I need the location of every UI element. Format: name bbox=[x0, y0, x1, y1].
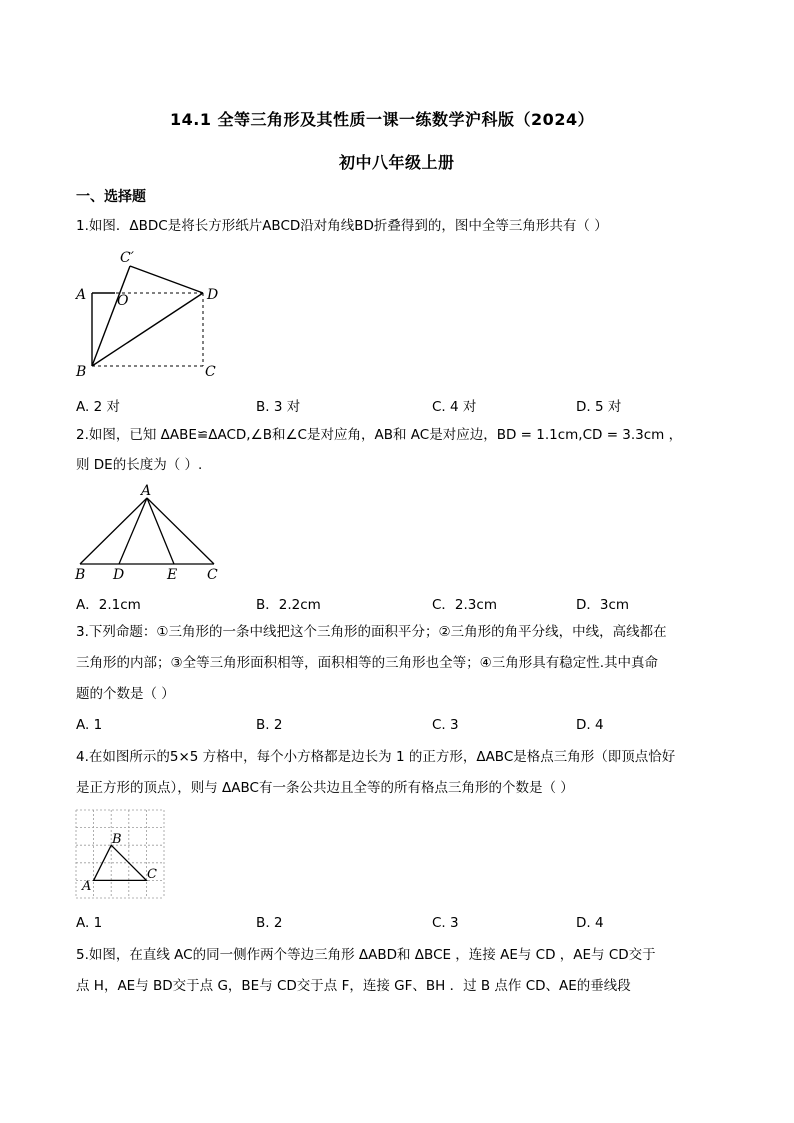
fig4-label-b: B bbox=[112, 832, 122, 847]
fig1-label-d: D bbox=[207, 287, 219, 303]
fig1-label-a: A bbox=[76, 287, 87, 303]
q1-option-d[interactable]: D. 5 对 bbox=[576, 399, 622, 415]
question-3-line3: 题的个数是（ ） bbox=[76, 686, 175, 702]
q3-option-a[interactable]: A. 1 bbox=[76, 717, 103, 733]
page-subtitle: 初中八年级上册 bbox=[339, 153, 455, 172]
fig2-label-e: E bbox=[167, 567, 178, 582]
fig1-label-o: O bbox=[117, 293, 129, 309]
q4-option-a[interactable]: A. 1 bbox=[76, 915, 103, 931]
q1-option-a[interactable]: A. 2 对 bbox=[76, 399, 120, 415]
q4-option-b[interactable]: B. 2 bbox=[256, 915, 283, 931]
q1-option-c[interactable]: C. 4 对 bbox=[432, 399, 477, 415]
question-5-line2: 点 H，AE与 BD交于点 G，BE与 CD交于点 F，连接 GF、BH ．过 B 点作 CD、AE的垂线段 bbox=[76, 978, 631, 994]
question-2-stem-line1: 2.如图，已知 ΔABE≌ΔACD,∠B和∠C是对应角，AB和 AC是对应边，BD = 1.1cm,CD = 3.3cm ， bbox=[76, 427, 683, 443]
question-4-grid-figure bbox=[74, 808, 168, 902]
q3-option-b[interactable]: B. 2 bbox=[256, 717, 283, 733]
question-2-figure bbox=[70, 482, 230, 582]
fig1-label-c1: C′ bbox=[120, 250, 134, 266]
q3-option-c[interactable]: C. 3 bbox=[432, 717, 459, 733]
page-title: 14.1 全等三角形及其性质一课一练数学沪科版（2024） bbox=[170, 110, 595, 129]
q2-option-b[interactable]: B．2.2cm bbox=[256, 597, 321, 613]
fig2-label-b: B bbox=[75, 567, 86, 582]
fig4-label-a: A bbox=[82, 879, 92, 894]
q4-option-d[interactable]: D. 4 bbox=[576, 915, 604, 931]
fig2-label-a: A bbox=[141, 483, 152, 499]
question-1-figure bbox=[70, 244, 230, 384]
fig2-label-d: D bbox=[113, 567, 125, 582]
question-4-line2: 是正方形的顶点），则与 ΔABC有一条公共边且全等的所有格点三角形的个数是（ ） bbox=[76, 780, 574, 796]
question-4-line1: 4.在如图所示的5×5 方格中，每个小方格都是边长为 1 的正方形，ΔABC是格点三角形（即顶点恰好 bbox=[76, 749, 676, 765]
q2-option-d[interactable]: D．3cm bbox=[576, 597, 630, 613]
q1-option-b[interactable]: B. 3 对 bbox=[256, 399, 301, 415]
fig1-label-b: B bbox=[76, 364, 87, 380]
q4-option-c[interactable]: C. 3 bbox=[432, 915, 459, 931]
q2-option-c[interactable]: C．2.3cm bbox=[432, 597, 497, 613]
section-heading: 一、选择题 bbox=[76, 189, 146, 205]
question-5-line1: 5.如图，在直线 AC的同一侧作两个等边三角形 ΔABD和 ΔBCE ，连接 AE与 CD ，AE与 CD交于 bbox=[76, 947, 656, 963]
q2-option-a[interactable]: A．2.1cm bbox=[76, 597, 141, 613]
q3-option-d[interactable]: D. 4 bbox=[576, 717, 604, 733]
question-3-line1: 3.下列命题：①三角形的一条中线把这个三角形的面积平分；②三角形的角平分线，中线，高线都在 bbox=[76, 624, 667, 640]
question-1-stem: 1.如图．ΔBDC是将长方形纸片ABCD沿对角线BD折叠得到的，图中全等三角形共有（ ） bbox=[76, 218, 608, 234]
question-3-line2: 三角形的内部；③全等三角形面积相等，面积相等的三角形也全等；④三角形具有稳定性.其中真命 bbox=[76, 655, 658, 671]
fig4-label-c: C bbox=[147, 867, 157, 882]
fig1-label-c: C bbox=[205, 364, 216, 380]
question-2-stem-line2: 则 DE的长度为（ ）. bbox=[76, 457, 203, 473]
fig2-label-c: C bbox=[207, 567, 218, 582]
